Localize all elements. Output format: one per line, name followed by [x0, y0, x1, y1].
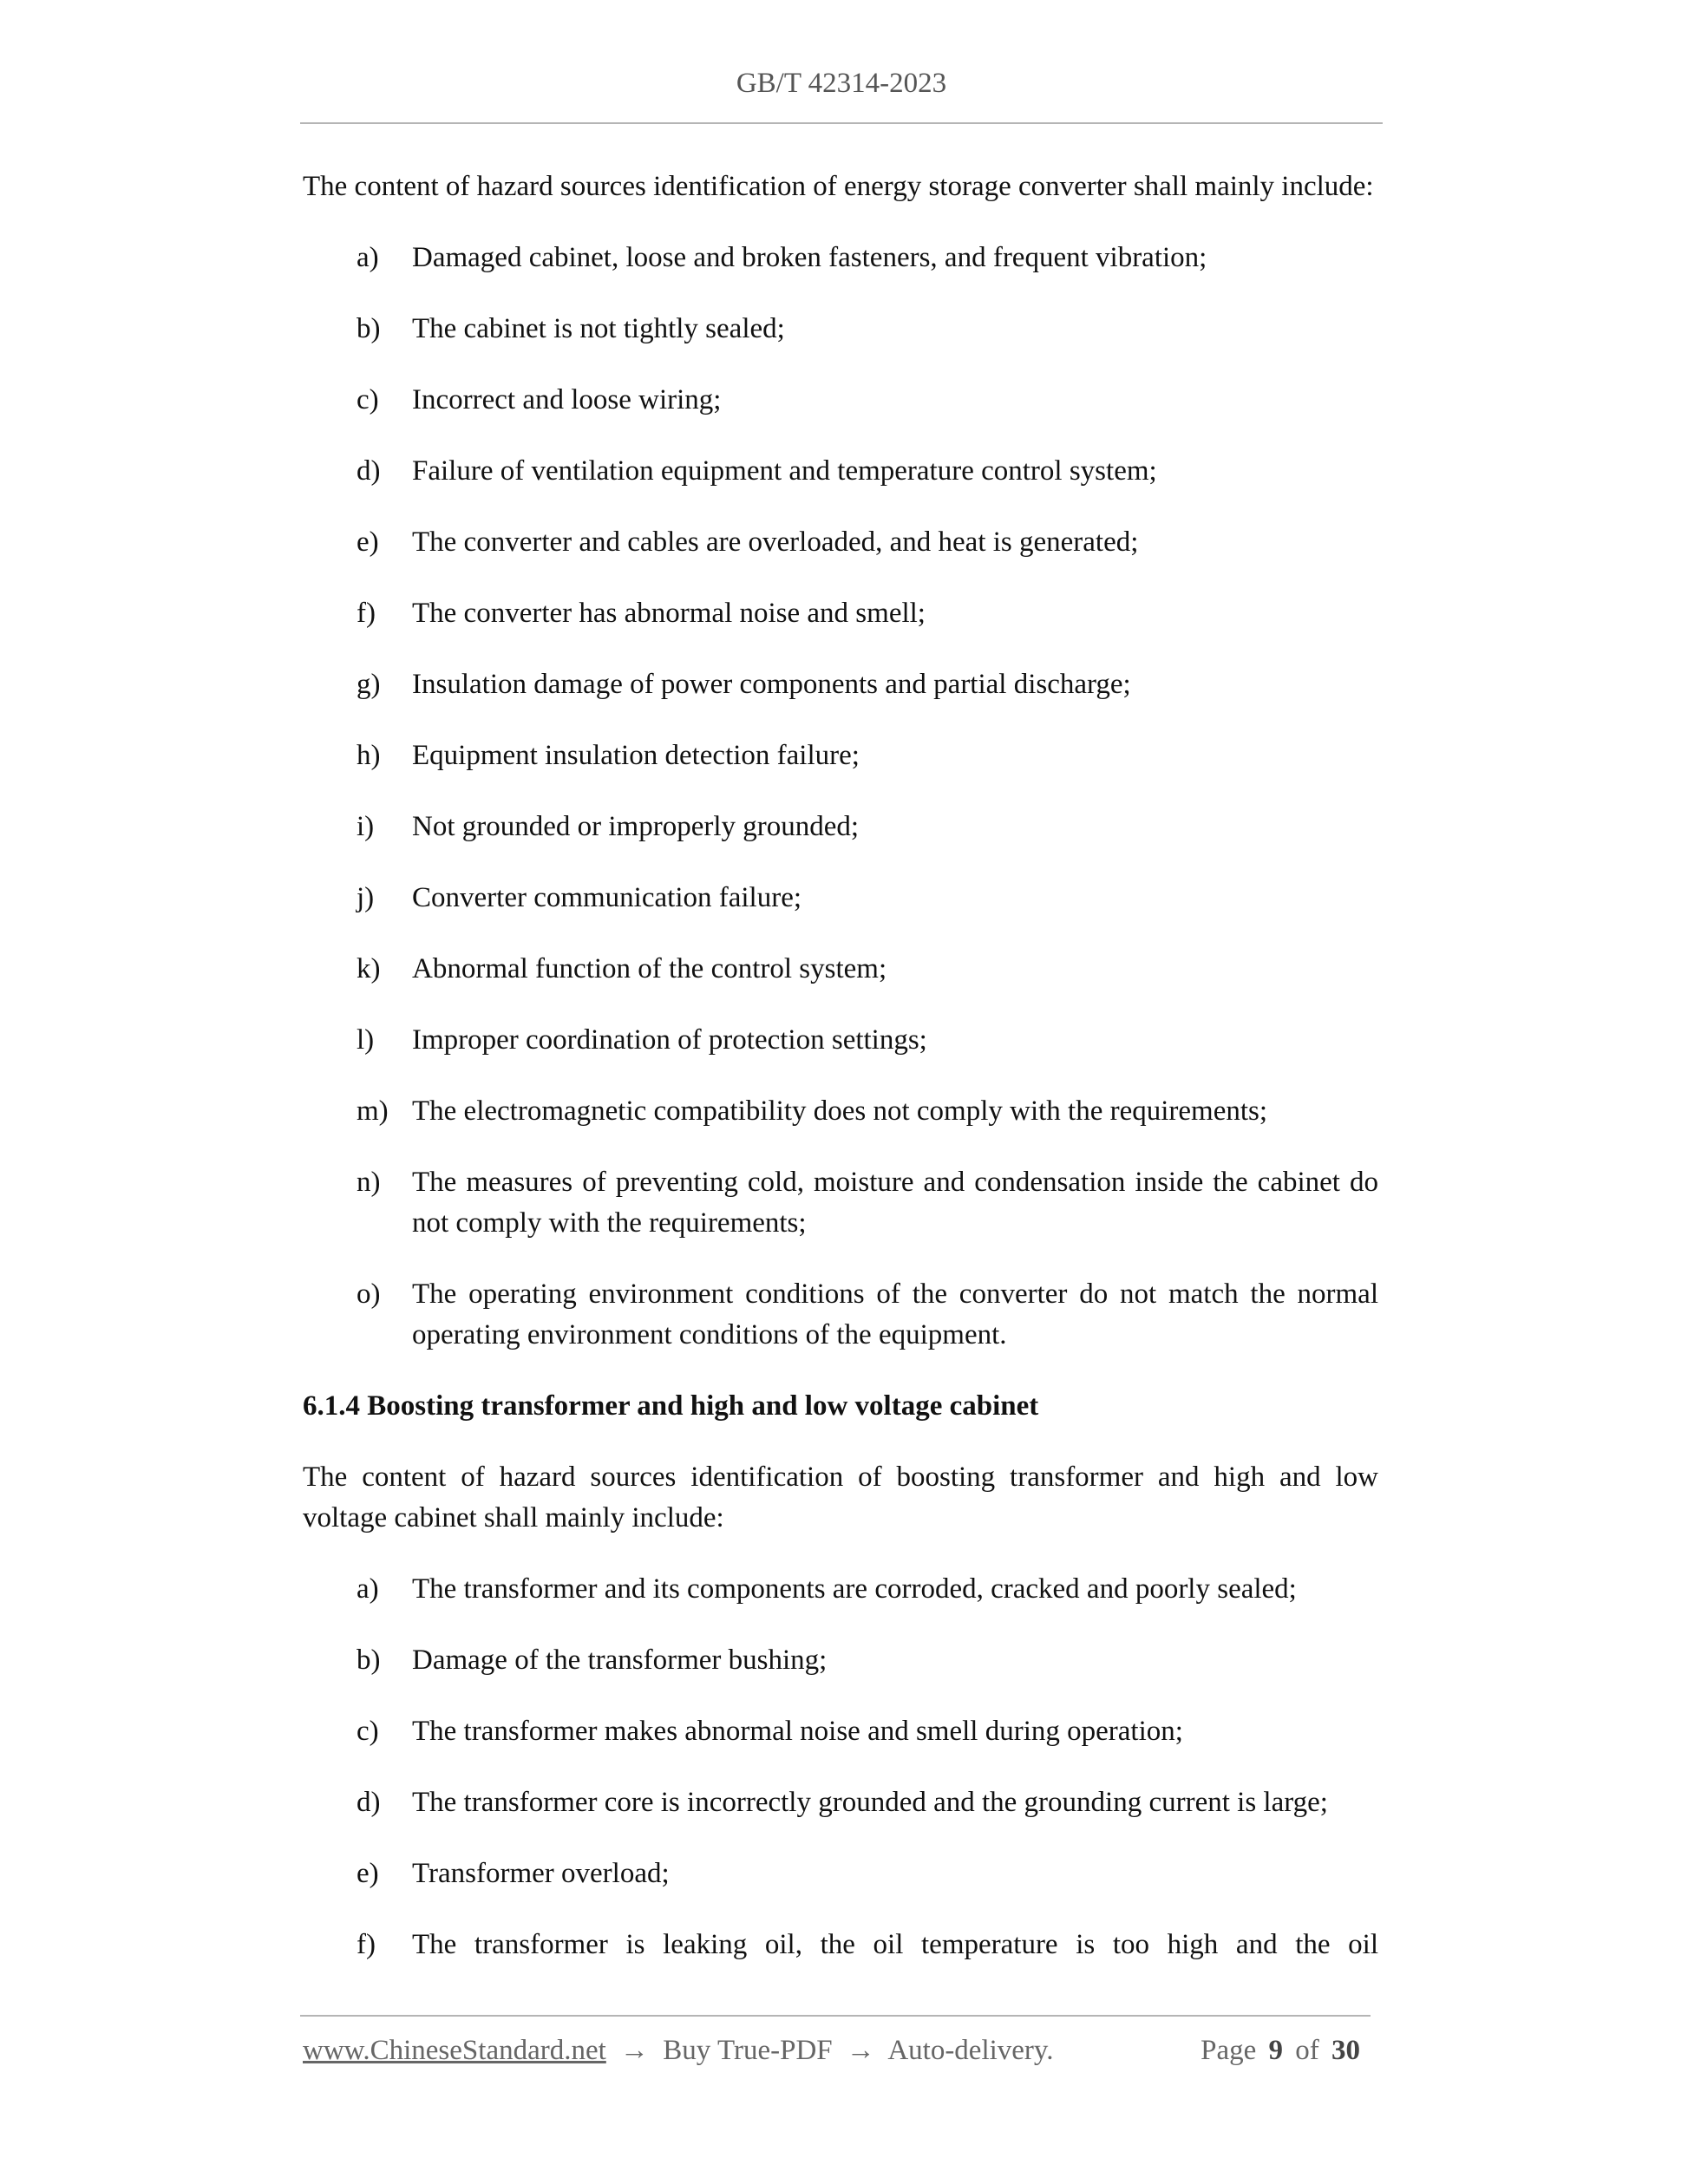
list-item [303, 878, 1378, 919]
page-label: Page [1201, 2035, 1257, 2066]
arrow-right-icon: → [620, 2035, 650, 2066]
list-item-text: Damaged cabinet, loose and broken fasteners, and frequent vibration; [412, 242, 1207, 273]
list-item-text: Not grounded or improperly grounded; [412, 811, 860, 842]
list-marker: e) [357, 526, 379, 558]
list-item-text: Incorrect and loose wiring; [412, 384, 722, 415]
list-item-text: The electromagnetic compatibility does not comply with the requirements; [412, 1095, 1268, 1127]
buy-pdf-text: Buy True-PDF [663, 2035, 833, 2066]
list-item-text: Converter communication failure; [412, 882, 802, 913]
page-number: 9 [1268, 2035, 1283, 2066]
list-item-text: The operating environment conditions of the converter do not match the normal operating environment conditions of the equipment. [412, 1278, 1378, 1350]
list-marker: n) [357, 1167, 381, 1198]
of-label: of [1295, 2035, 1319, 2066]
list-marker: f) [357, 598, 376, 629]
list-item [303, 451, 1378, 492]
list-marker: l) [357, 1024, 375, 1056]
converter-intro-paragraph: The content of hazard sources identification of energy storage converter shall mainly include: [303, 171, 1374, 202]
page-indicator [1201, 2035, 1365, 2067]
list-marker: i) [357, 811, 375, 842]
list-item-text: Improper coordination of protection settings; [412, 1024, 927, 1056]
list-item [303, 380, 1378, 421]
list-item-text: The transformer and its components are corroded, cracked and poorly sealed; [412, 1573, 1297, 1605]
list-marker: e) [357, 1858, 379, 1889]
list-item [303, 1925, 1378, 1965]
list-item [303, 736, 1378, 776]
list-item-text: Damage of the transformer bushing; [412, 1645, 828, 1676]
list-marker: a) [357, 242, 379, 273]
list-marker: o) [357, 1278, 381, 1310]
list-item [303, 1020, 1378, 1061]
page-total: 30 [1331, 2035, 1360, 2066]
list-item-text: Equipment insulation detection failure; [412, 740, 860, 771]
list-marker: k) [357, 953, 381, 984]
footer-promo [303, 2035, 1054, 2067]
list-marker: d) [357, 455, 381, 487]
list-marker: j) [357, 882, 375, 913]
list-item-text: Abnormal function of the control system; [412, 953, 887, 984]
page-body [303, 167, 1378, 1965]
list-marker: m) [357, 1095, 389, 1127]
list-item [303, 1854, 1378, 1894]
list-item [303, 1274, 1378, 1356]
transformer-hazard-list [303, 1569, 1378, 1965]
list-item [303, 949, 1378, 990]
list-item [303, 1569, 1378, 1610]
list-item-text: The converter has abnormal noise and smell; [412, 598, 926, 629]
arrow-right-icon: → [846, 2035, 875, 2066]
auto-delivery-text: Auto-delivery. [887, 2035, 1054, 2066]
list-item-text: The measures of preventing cold, moisture and condensation inside the cabinet do not comply with the requirements; [412, 1167, 1378, 1239]
list-marker: f) [357, 1929, 376, 1960]
list-item [303, 522, 1378, 563]
list-item [303, 664, 1378, 705]
list-item-text: The cabinet is not tightly sealed; [412, 313, 785, 344]
footer-divider [300, 2015, 1371, 2017]
list-item-text: Transformer overload; [412, 1858, 670, 1889]
list-item [303, 1711, 1378, 1752]
list-item-text: The transformer core is incorrectly grounded and the grounding current is large; [412, 1787, 1328, 1818]
list-item [303, 1162, 1378, 1244]
list-item [303, 807, 1378, 847]
list-item-text: The transformer makes abnormal noise and smell during operation; [412, 1716, 1183, 1747]
converter-hazard-list [303, 238, 1378, 1356]
list-item [303, 1782, 1378, 1823]
list-item [303, 1091, 1378, 1132]
header-divider [300, 122, 1383, 124]
list-item [303, 593, 1378, 634]
list-item-text: The transformer is leaking oil, the oil temperature is too high and the oil [412, 1929, 1378, 1960]
document-code-header: GB/T 42314-2023 [736, 68, 947, 99]
list-marker: c) [357, 384, 379, 415]
list-marker: d) [357, 1787, 381, 1818]
list-item [303, 309, 1378, 350]
list-marker: b) [357, 1645, 381, 1676]
list-marker: c) [357, 1716, 379, 1747]
list-marker: a) [357, 1573, 379, 1605]
transformer-intro-paragraph: The content of hazard sources identification of boosting transformer and high and low voltage cabinet shall mainly include: [303, 1461, 1378, 1533]
list-item [303, 1640, 1378, 1681]
list-item-text: Failure of ventilation equipment and temperature control system; [412, 455, 1157, 487]
list-item-text: Insulation damage of power components and partial discharge; [412, 669, 1131, 700]
list-item [303, 238, 1378, 278]
list-item-text: The converter and cables are overloaded, and heat is generated; [412, 526, 1139, 558]
list-marker: h) [357, 740, 381, 771]
list-marker: g) [357, 669, 381, 700]
list-marker: b) [357, 313, 381, 344]
website-link[interactable]: www.ChineseStandard.net [303, 2035, 606, 2066]
section-heading: 6.1.4 Boosting transformer and high and low voltage cabinet [303, 1390, 1039, 1422]
